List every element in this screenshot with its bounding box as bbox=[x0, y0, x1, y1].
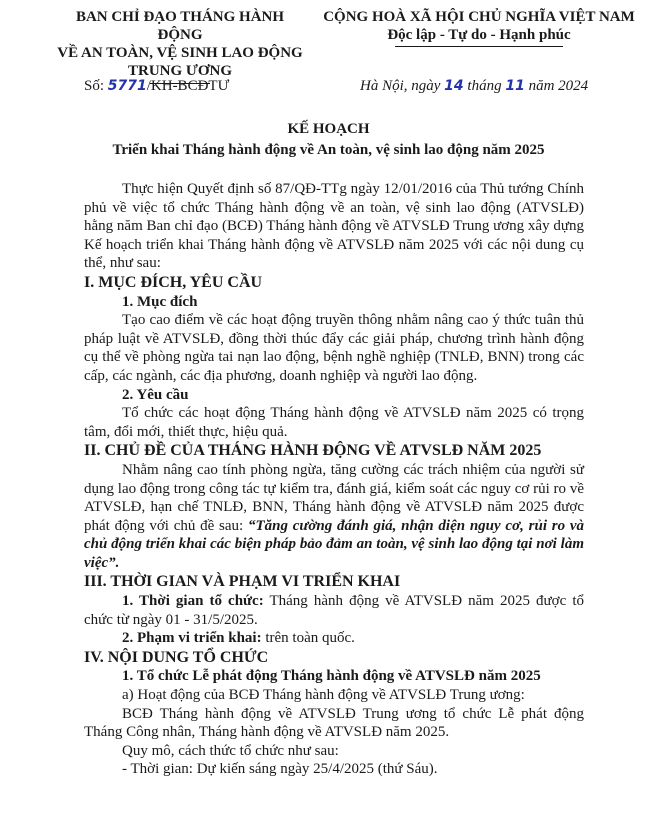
section-1-heading: I. MỤC ĐÍCH, YÊU CẦU bbox=[84, 273, 263, 291]
section-4-1-scale: Quy mô, cách thức tổ chức như sau: bbox=[122, 742, 339, 759]
campaign-theme: “Tăng cường đánh giá, nhận diện nguy cơ, rủi ro và chủ động triển khai các biện pháp bảo đảm an toàn, vệ sinh lao động tại nơi làm việc”. bbox=[84, 517, 585, 571]
handwritten-month: 11 bbox=[505, 78, 525, 94]
section-3-2 bbox=[84, 629, 584, 648]
section-3-2-text: trên toàn quốc. bbox=[261, 630, 355, 647]
document-body bbox=[84, 180, 584, 779]
section-3-1-label: 1. Thời gian tổ chức: bbox=[122, 593, 264, 610]
document-title: Triển khai Tháng hành động về An toàn, vệ sinh lao động năm 2025 bbox=[112, 142, 545, 158]
section-3-1 bbox=[84, 592, 584, 629]
section-4-1-time: - Thời gian: Dự kiến sáng ngày 25/4/2025 (thứ Sáu). bbox=[122, 761, 438, 778]
number-suffix: /KH-BCĐTƯ bbox=[146, 78, 230, 94]
section-3-2-label: 2. Phạm vi triển khai: bbox=[122, 630, 262, 647]
date-month-label: tháng bbox=[467, 78, 502, 94]
section-2-heading: II. CHỦ ĐỀ CỦA THÁNG HÀNH ĐỘNG VỀ ATVSLĐ NĂM 2025 bbox=[84, 442, 542, 460]
date-year: năm 2024 bbox=[528, 78, 589, 94]
national-header bbox=[320, 8, 638, 44]
document-type: KẾ HOẠCH bbox=[287, 121, 370, 137]
section-4-heading: IV. NỘI DUNG TỔ CHỨC bbox=[84, 648, 269, 666]
section-1-1-heading: 1. Mục đích bbox=[122, 293, 198, 310]
section-1-2-text: Tổ chức các hoạt động Tháng hành động về ATVSLĐ năm 2025 có trọng tâm, đổi mới, thiết thực, hiệu quả. bbox=[84, 405, 584, 440]
section-1-2-heading: 2. Yêu cầu bbox=[122, 386, 189, 403]
section-4-1-a: a) Hoạt động của BCĐ Tháng hành động về ATVSLĐ Trung ương: bbox=[122, 687, 525, 704]
date-place: Hà Nội, ngày bbox=[360, 78, 441, 94]
document-number bbox=[84, 78, 229, 95]
handwritten-day: 14 bbox=[444, 78, 464, 94]
agency-line-3: TRUNG ƯƠNG bbox=[127, 63, 233, 79]
handwritten-number: 5771 bbox=[107, 78, 147, 94]
number-prefix: Số: bbox=[84, 78, 105, 94]
section-2-intro: Nhằm nâng cao tính phòng ngừa, tăng cường các trách nhiệm của người sử dụng lao động trong công tác tự kiểm tra, đánh giá, kiểm soát các nguy cơ rủi ro về ATVSLĐ, hạn chế TNLĐ, BNN, Tháng hành động về ATVSLĐ năm 2025 được phát động với chủ đề sau: bbox=[84, 461, 584, 534]
section-3-heading: III. THỜI GIAN VÀ PHẠM VI TRIỂN KHAI bbox=[84, 573, 401, 591]
section-3-1-text: Tháng hành động về ATVSLĐ năm 2025 được tổ chức từ ngày 01 - 31/5/2025. bbox=[84, 593, 584, 628]
nation-name: CỘNG HOÀ XÃ HỘI CHỦ NGHĨA VIỆT NAM bbox=[323, 9, 635, 25]
section-4-1-heading: 1. Tổ chức Lễ phát động Tháng hành động về ATVSLĐ năm 2025 bbox=[122, 668, 541, 685]
section-2-text bbox=[84, 461, 584, 573]
issuing-agency bbox=[55, 8, 305, 84]
section-1-1-text: Tạo cao điểm về các hoạt động truyền thông nhằm nâng cao ý thức tuân thủ pháp luật về ATVSLĐ, đồng thời thúc đẩy các giải pháp, chương trình hành động cụ thể về phòng ngừa tai nạn lao động, bệnh nghề nghiệp (TNLĐ, BNN) trong các cấp, các ngành, các địa phương, doanh nghiệp và người lao động. bbox=[84, 312, 584, 384]
national-motto: Độc lập - Tự do - Hạnh phúc bbox=[387, 27, 571, 43]
issue-date bbox=[360, 78, 588, 95]
agency-line-2: VỀ AN TOÀN, VỆ SINH LAO ĐỘNG bbox=[57, 45, 303, 61]
section-4-1-a-text: BCĐ Tháng hành động về ATVSLĐ Trung ương tổ chức Lễ phát động Tháng Công nhân, Tháng hành động về ATVSLĐ năm 2025. bbox=[84, 705, 584, 741]
agency-line-1: BAN CHỈ ĐẠO THÁNG HÀNH ĐỘNG bbox=[75, 9, 285, 43]
intro-paragraph: Thực hiện Quyết định số 87/QĐ-TTg ngày 12/01/2016 của Thủ tướng Chính phủ về việc tổ chức Tháng hành động về an toàn, vệ sinh lao động (ATVSLĐ) hằng năm Ban chỉ đạo (BCĐ) Tháng hành động về ATVSLĐ Trung ương xây dựng Kế hoạch triển khai Tháng hành động về ATVSLĐ năm 2025 với các nội dung cụ thể, như sau: bbox=[84, 181, 584, 272]
